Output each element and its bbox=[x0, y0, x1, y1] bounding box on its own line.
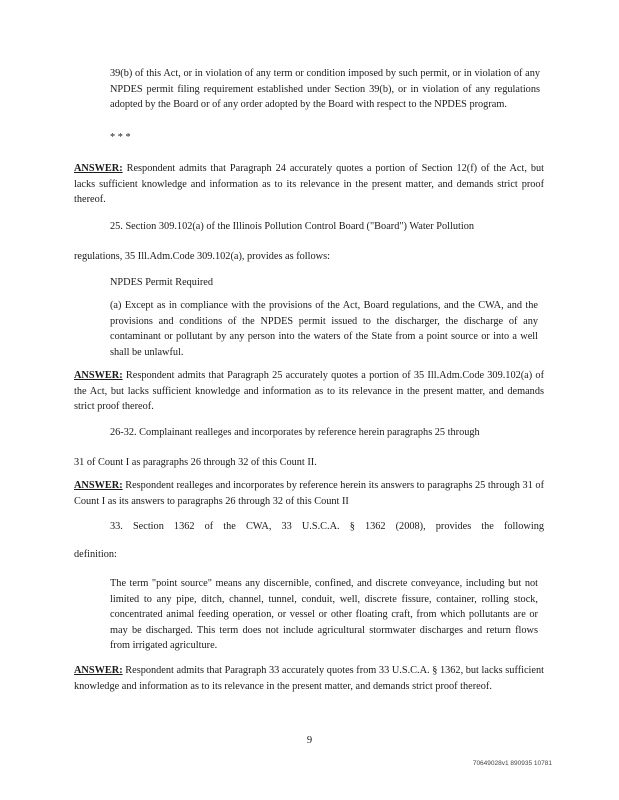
para-25-line2: regulations, 35 Ill.Adm.Code 309.102(a), provides as follows: bbox=[74, 251, 330, 262]
para-25-line1: 25. Section 309.102(a) of the Illinois Pollution Control Board ("Board") Water Pollution bbox=[110, 221, 475, 232]
answer-25-text: Respondent admits that Paragraph 25 accurately quotes a portion of 35 Ill.Adm.Code 309.102(a) of the Act, but lacks sufficient knowledge and information as to its relevance in the present matter, and demands strict proof thereof. bbox=[74, 370, 544, 412]
page-number: 9 bbox=[306, 735, 313, 746]
para-33-line1: 33. Section 1362 of the CWA, 33 U.S.C.A. § 1362 (2008), provides the following bbox=[110, 521, 544, 532]
answer-label: ANSWER: bbox=[74, 480, 123, 491]
answer-26 bbox=[74, 478, 544, 509]
para-33-line2: definition: bbox=[74, 549, 117, 560]
answer-24 bbox=[74, 161, 544, 208]
answer-label: ANSWER: bbox=[74, 370, 123, 381]
npdes-quote: (a) Except as in compliance with the provisions of the Act, Board regulations, and the CWA, and the provisions and conditions of the NPDES permit issued to the discharger, the discharge of any contaminant or pollutant by any person into the waters of the State from a point source or into a well shall be unlawful. bbox=[110, 300, 538, 358]
answer-25 bbox=[74, 368, 544, 415]
definition-quote: The term "point source" means any discernible, confined, and discrete conveyance, including but not limited to any pipe, ditch, channel, tunnel, conduit, well, discrete fissure, container, rolling stock, concentrated animal feeding operation, or vessel or other floating craft, from which pollutants are or may be discharged. This term does not include agricultural stormwater discharges and return flows from irrigated agriculture. bbox=[110, 578, 538, 651]
answer-24-text: Respondent admits that Paragraph 24 accurately quotes a portion of Section 12(f) of the Act, but lacks sufficient knowledge and information as to its relevance in the present matter, and demands strict proof thereof. bbox=[74, 163, 544, 205]
quote-top: 39(b) of this Act, or in violation of any term or condition imposed by such permit, or in violation of any NPDES permit filing requirement established under Section 39(b), or in violation of any regulations adopted by the Board or of any order adopted by the Board with respect to the NPDES program. bbox=[110, 68, 540, 110]
answer-26-text: Respondent realleges and incorporates by reference herein its answers to paragraphs 25 through 31 of Count I as its answers to paragraphs 26 through 32 of this Count II bbox=[74, 480, 545, 507]
answer-33 bbox=[74, 663, 544, 694]
document-id: 70649028v1 890935 10781 bbox=[472, 760, 552, 767]
para-26-line1: 26-32. Complainant realleges and incorporates by reference herein paragraphs 25 through bbox=[110, 427, 480, 438]
answer-label: ANSWER: bbox=[74, 163, 123, 174]
npdes-heading: NPDES Permit Required bbox=[110, 277, 213, 288]
answer-label: ANSWER: bbox=[74, 665, 123, 676]
answer-33-text: Respondent admits that Paragraph 33 accurately quotes from 33 U.S.C.A. § 1362, but lacks sufficient knowledge and information as to its relevance in the present matter, and demands strict proof thereof. bbox=[74, 665, 544, 692]
para-26-line2: 31 of Count I as paragraphs 26 through 32 of this Count II. bbox=[74, 457, 317, 468]
stars-separator: * * * bbox=[110, 132, 131, 143]
